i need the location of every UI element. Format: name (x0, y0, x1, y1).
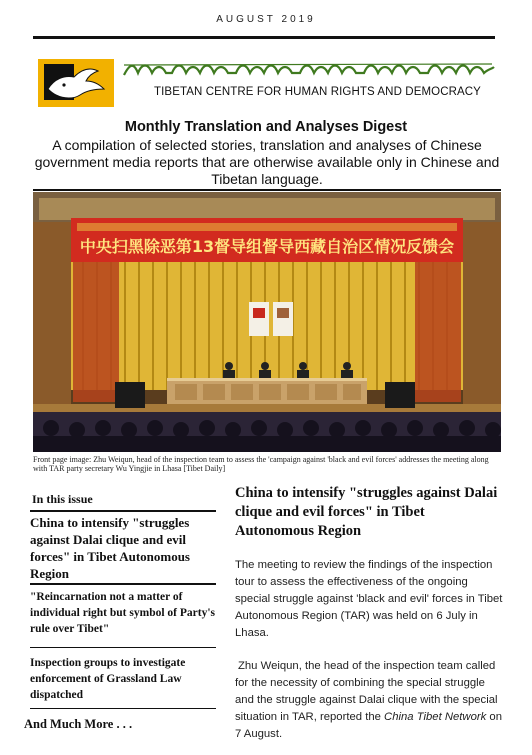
tibetan-script-logo (120, 59, 495, 81)
sidebar-heading: In this issue (32, 492, 93, 506)
article-paragraph-text: Zhu Weiqun, the head of the inspection team called for the necessity of combining the special struggle and the struggle against Dalai clique with the special situation in TAR, reported the (235, 660, 498, 723)
and-much-more: And Much More . . . (24, 717, 133, 731)
digest-title: Monthly Translation and Analyses Digest (124, 119, 408, 135)
sidebar-divider (30, 647, 216, 648)
sidebar-item-grassland-law[interactable]: Inspection groups to investigate enforcement of Grassland Law dispatched (30, 657, 186, 701)
article-paragraph (235, 658, 505, 743)
article-title: China to intensify "struggles against Dalai clique and evil forces" in Tibet Autonomous Region (235, 485, 498, 539)
top-rule (33, 36, 495, 39)
photo-rule (33, 189, 501, 191)
news-source: China Tibet Network (384, 711, 487, 723)
banner-text: 中央扫黑除恶第13督导组督导西藏自治区情况反馈会 (79, 237, 455, 256)
front-page-photo (33, 192, 501, 452)
lead-article (235, 484, 505, 743)
article-paragraph-text: on 7 August. (235, 711, 503, 740)
sidebar-divider (30, 583, 216, 585)
photo-caption: Front page image: Zhu Weiqun, head of the inspection team to assess the 'campaign against 'black and evil forces' addresses the meeting along with TAR party secretary Wu Yingjie in Lhasa [Tibet Daily] (33, 455, 489, 473)
sidebar-divider (30, 510, 216, 512)
organization-name: TIBETAN CENTRE FOR HUMAN RIGHTS AND DEMOCRACY (154, 86, 481, 98)
issue-date: AUGUST 2019 (216, 14, 316, 25)
sidebar-divider (30, 708, 216, 709)
sidebar-item-reincarnation[interactable]: "Reincarnation not a matter of individual right but symbol of Party's rule over Tibet" (30, 591, 215, 635)
sidebar-item-dalai-clique[interactable]: China to intensify "struggles against Dalai clique and evil forces" in Tibet Autonomous Region (30, 515, 190, 581)
digest-description: A compilation of selected stories, translation and analyses of Chinese government media reports that are otherwise available only in Chinese and Tibetan language. (34, 137, 500, 187)
article-paragraph: The meeting to review the findings of the inspection tour to assess the effectiveness of the ongoing special struggle against 'black and evil' forces in Tibet Autonomous Region (TAR) was held on 6 July in Lhasa. (235, 559, 503, 639)
dove-icon (38, 59, 114, 107)
